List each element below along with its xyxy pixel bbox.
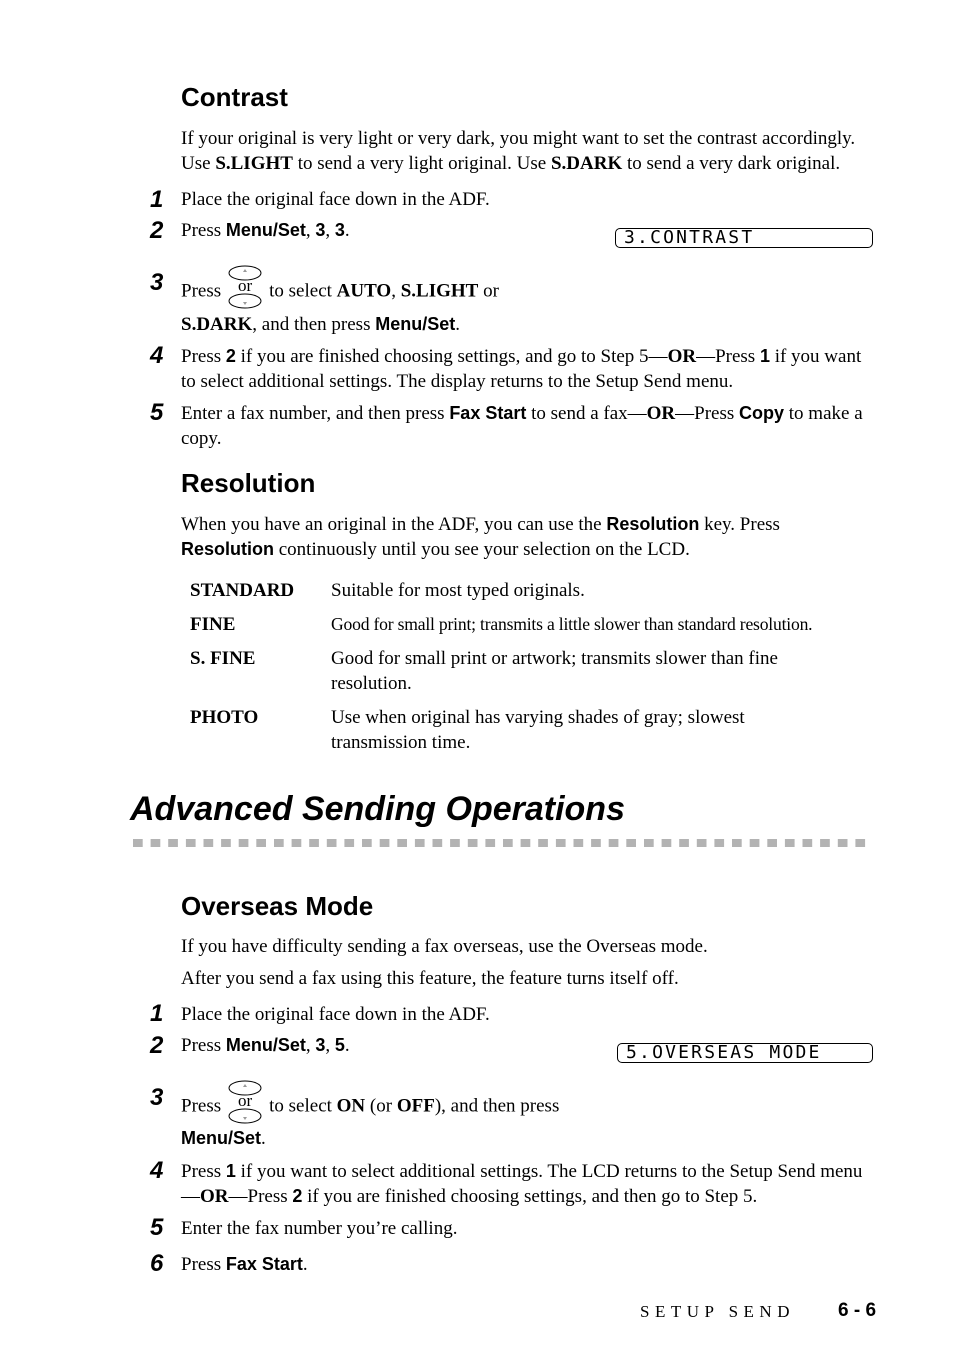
resolution-desc: Good for small print; transmits a little slower than standard resolution. <box>331 614 813 634</box>
text-run: Place the original face down in the ADF. <box>181 1004 490 1025</box>
text-run: Enter a fax number, and then press <box>181 403 450 424</box>
key-name: Menu/Set <box>375 314 456 334</box>
text-run: Press <box>181 1254 226 1275</box>
contrast-step-3-line1 <box>181 271 876 313</box>
emphasis: AUTO <box>336 280 392 302</box>
emphasis: S.DARK <box>550 153 623 174</box>
text-run: Press <box>181 220 226 241</box>
text-run: , <box>325 220 335 241</box>
section-title-contrast: Contrast <box>181 82 288 112</box>
resolution-term: FINE <box>190 614 236 635</box>
text-run: ), and then press <box>434 1095 560 1117</box>
text-run: continuously until you see your selection on the LCD. <box>274 539 690 560</box>
text-run: . <box>344 220 350 241</box>
text-run: or <box>478 280 499 302</box>
text-run: , <box>325 1035 335 1056</box>
step-number: 2 <box>150 1032 164 1059</box>
step-number: 3 <box>150 269 164 296</box>
section-title-resolution: Resolution <box>181 468 316 498</box>
text-run: —Press <box>696 346 760 367</box>
contrast-step-3-line2 <box>181 312 876 337</box>
resolution-term: PHOTO <box>190 707 259 728</box>
text-run: Press <box>181 1161 226 1182</box>
overseas-step-4 <box>181 1159 876 1209</box>
page-number: 6 - 6 <box>838 1300 877 1321</box>
key-name: 1 <box>225 1161 236 1181</box>
step-number: 5 <box>150 1214 164 1241</box>
emphasis: OR <box>667 346 697 367</box>
step-number: 6 <box>150 1250 164 1277</box>
contrast-step-4 <box>181 344 876 394</box>
text-run: (or <box>365 1095 397 1117</box>
emphasis: S.DARK <box>181 314 253 335</box>
contrast-step-1 <box>181 187 876 212</box>
chapter-divider <box>133 834 873 842</box>
resolution-term: S. FINE <box>190 648 256 669</box>
text-run: , <box>305 220 316 241</box>
text-run: to send a very light original. Use <box>292 153 551 174</box>
key-name: 2 <box>225 346 236 366</box>
emphasis: ON <box>336 1095 366 1117</box>
key-name: Menu/Set <box>225 220 306 240</box>
resolution-row-standard <box>190 578 876 603</box>
key-or-label: or <box>238 276 253 295</box>
text-run: to select <box>269 1095 337 1117</box>
lcd-display-contrast: 3.CONTRAST <box>615 228 873 248</box>
emphasis: OR <box>200 1186 229 1207</box>
text-run: —Press <box>675 403 740 424</box>
overseas-step-1 <box>181 1002 876 1027</box>
text-run: If your original is very light or very dark, you might want to set the contrast accordingly. Use <box>181 128 856 174</box>
section-title-overseas-mode: Overseas Mode <box>181 891 374 921</box>
emphasis: S.LIGHT <box>215 153 293 174</box>
key-name: Copy <box>739 403 785 423</box>
resolution-desc: Suitable for most typed originals. <box>331 580 585 601</box>
step-number: 4 <box>150 342 164 369</box>
key-name: Resolution <box>181 539 274 559</box>
key-name: Fax Start <box>449 403 527 423</box>
text-run: , and then press <box>252 314 376 335</box>
text-run: to send a very dark original. <box>622 153 841 174</box>
text-run: if you want to select additional settings. The LCD returns to the Setup Send menu— <box>181 1161 863 1207</box>
resolution-row-s-fine <box>190 646 876 696</box>
text-run: , <box>305 1035 316 1056</box>
text-run: Press <box>181 346 226 367</box>
overseas-intro-2: After you send a fax using this feature, the feature turns itself off. <box>181 968 679 989</box>
key-name: Menu/Set <box>181 1128 262 1148</box>
text-run: Place the original face down in the ADF. <box>181 189 490 210</box>
contrast-step-5 <box>181 401 876 451</box>
overseas-step-3-line2 <box>181 1126 876 1151</box>
step-number: 5 <box>150 399 164 426</box>
text-run: Enter the fax number you’re calling. <box>181 1218 458 1239</box>
step-number: 1 <box>150 186 164 213</box>
overseas-step-5 <box>181 1216 876 1241</box>
text-run: . <box>261 1128 266 1149</box>
text-run: When you have an original in the ADF, you can use the <box>181 514 607 535</box>
text-run: if you are finished choosing settings, and go to Step 5— <box>235 346 668 367</box>
text-run: key. Press <box>699 514 780 535</box>
text-run: —Press <box>228 1186 293 1207</box>
resolution-intro <box>181 512 876 562</box>
step-text: Press <box>181 1095 222 1117</box>
step-number: 4 <box>150 1157 164 1184</box>
text-run: to send a fax— <box>526 403 647 424</box>
text-run: if you are finished choosing settings, and then go to Step 5. <box>302 1186 758 1207</box>
step-number: 3 <box>150 1084 164 1111</box>
footer-section-name: SETUP SEND <box>640 1302 795 1321</box>
step-text <box>269 1095 559 1116</box>
text-run: if you want to select additional settings. The display returns to the Setup Send menu. <box>181 346 862 392</box>
text-run: , <box>391 280 401 302</box>
text-run: . <box>344 1035 350 1056</box>
emphasis: OFF <box>396 1095 435 1117</box>
overseas-step-6 <box>181 1252 876 1277</box>
key-name: 5 <box>334 1035 345 1055</box>
step-text <box>269 280 499 301</box>
text-run: . <box>455 314 460 335</box>
emphasis: S.LIGHT <box>400 280 479 302</box>
key-name: Menu/Set <box>225 1035 306 1055</box>
chapter-title: Advanced Sending Operations <box>130 790 625 828</box>
lcd-display-overseas-mode: 5.OVERSEAS MODE <box>617 1043 873 1063</box>
key-name: Resolution <box>606 514 700 534</box>
key-name: 3 <box>315 220 326 240</box>
contrast-intro <box>181 126 881 176</box>
emphasis: OR <box>646 403 676 424</box>
resolution-term: STANDARD <box>190 580 295 601</box>
key-name: 1 <box>759 346 770 366</box>
overseas-intro-1: If you have difficulty sending a fax overseas, use the Overseas mode. <box>181 936 708 957</box>
up-down-navigation-key-icon <box>227 1080 263 1122</box>
text-run: Press <box>181 1035 226 1056</box>
key-name: 2 <box>292 1186 303 1206</box>
text-run: to select <box>269 280 337 302</box>
text-run: to make a copy. <box>181 403 863 449</box>
key-name: Fax Start <box>225 1254 303 1274</box>
resolution-row-fine <box>190 612 876 637</box>
resolution-row-photo <box>190 705 876 755</box>
key-or-label: or <box>238 1091 253 1110</box>
resolution-desc: Good for small print or artwork; transmits slower than fine resolution. <box>331 648 778 694</box>
key-name: 3 <box>315 1035 326 1055</box>
up-down-navigation-key-icon <box>227 265 263 307</box>
step-number: 2 <box>150 217 164 244</box>
step-text: Press <box>181 280 222 302</box>
text-run: . <box>302 1254 308 1275</box>
resolution-desc: Use when original has varying shades of gray; slowest transmission time. <box>331 707 745 753</box>
overseas-step-3-line1 <box>181 1086 876 1128</box>
step-number: 1 <box>150 1000 164 1027</box>
key-name: 3 <box>334 220 345 240</box>
